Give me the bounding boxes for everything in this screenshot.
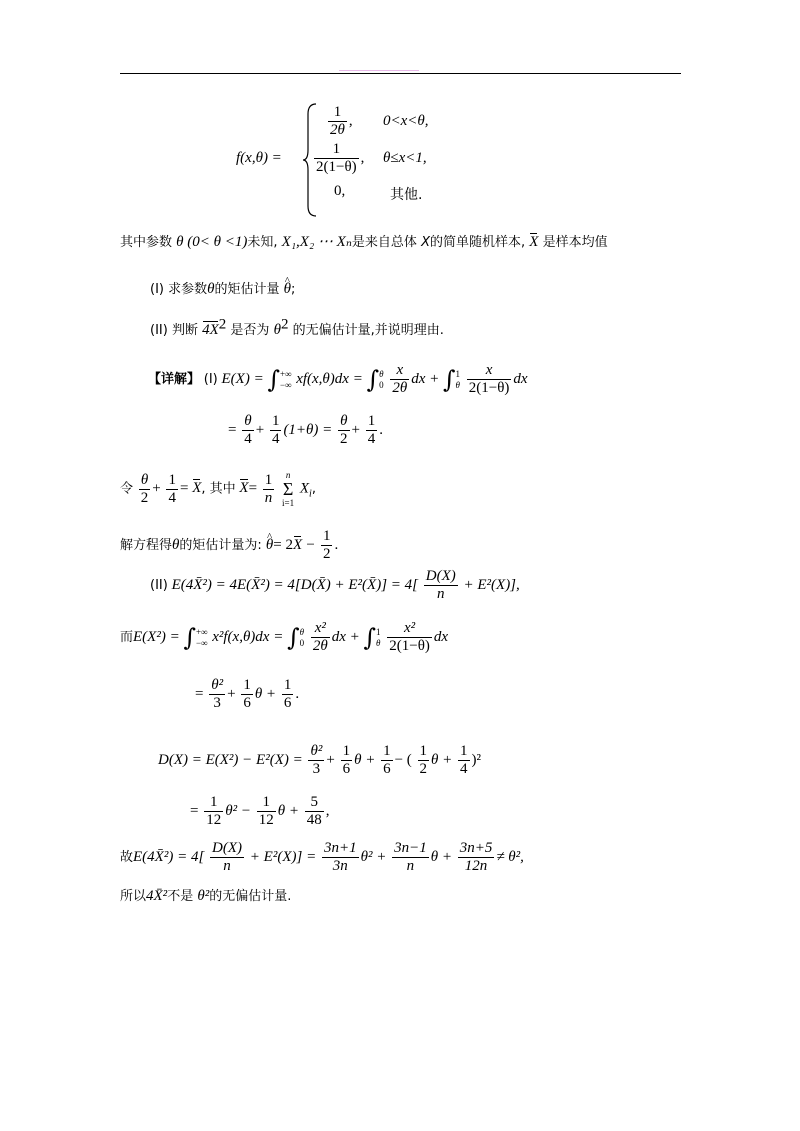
pdf-lhs: f(x,θ) = [236,150,282,166]
pdf-case3-value: 0, [334,183,346,199]
header-accent-line [339,70,419,71]
pdf-case2-cond: θ≤x<1, [383,150,427,166]
header-rule [120,73,681,74]
second-moment-line: 而E(X²) = ∫ +∞ −∞ x²f(x,θ)dx = ∫ θ 0 $\frac{\text{x²}}{2\theta}$ dx + ∫ 1 θ $\frac{\text{x²}}{2(1-\theta)}$ dx [120,620,449,654]
solution-ex-result: = $\frac{\theta}{4}$ + $\frac{1}{4}$ (1+θ) = $\frac{\theta}{2}$ + $\frac{1}{4}$ . [228,413,384,447]
pdf-case3-cond: 其他. [390,187,423,203]
conclusion: 所以4X̄²不是 θ²的无偏估计量. [120,888,292,904]
pdf-case1-cond: 0<x<θ, [383,113,429,129]
question-1: (I) 求参数θ的矩估计量 ^ θ; [150,279,295,300]
solution-ex-line: 【详解】 (I) E(X) = ∫ +∞ −∞ xf(x,θ)dx = ∫ θ 0 $\frac{x}{2\theta}$ dx + ∫ 1 θ $\frac{x}{2(1-\theta)}$ dx [148,362,528,396]
intro-sentence: 其中参数 θ (0< θ <1)未知, X₁,X₂ ⋯ Xₙ是来自总体 X的简单随机样本, X 是样本均值 [120,234,608,250]
pdf-case1-value: $\frac{1}{2\theta}$ , [330,104,353,138]
part2-expectation: (II) E(4X̄²) = 4E(X̄²) = 4[D(X̄) + E²(X̄)] = 4[ $\frac{D(X)}{n}$ + E²(X)], [150,568,520,602]
moment-equation: 令 $\frac{\theta}{2}$ + $\frac{1}{4}$ = X, 其中 X= $\frac{1}{n}$ n Σ i=1 $X_i$, [120,470,316,508]
pdf-case2-value: $\frac{1}{2(1-\theta)}$ , [316,141,365,175]
moment-estimator: 解方程得θ的矩估计量为: ^ θ= 2X − $\frac{1}{2}$ . [120,528,338,563]
second-moment-result: = $\frac{\text{θ²}}{3}$ + $\frac{1}{6}$ θ + $\frac{1}{6}$ . [195,677,300,711]
variance-line: D(X) = E(X²) − E²(X) = $\frac{\text{θ²}}{3}$ + $\frac{1}{6}$ θ + $\frac{1}{6}$ − ( $\frac{1}{2}$ θ + $\frac{1}{4}$ )² [158,743,482,777]
final-expectation: 故E(4X̄²) = 4[ $\frac{D(X)}{n}$ + E²(X)] = $\frac{3n+1}{3n}$ θ² + $\frac{3n-1}{n}$ θ + $\frac{3n+5}{12n}$ ≠ θ², [120,840,524,874]
variance-result: = $\frac{1}{12}$ θ² − $\frac{1}{12}$ θ + $\frac{5}{48}$ , [190,794,330,828]
question-2: (II) 判断 $4X^2$ 是否为 $\theta^2$ 的无偏估计量,并说明理由. [150,316,444,338]
